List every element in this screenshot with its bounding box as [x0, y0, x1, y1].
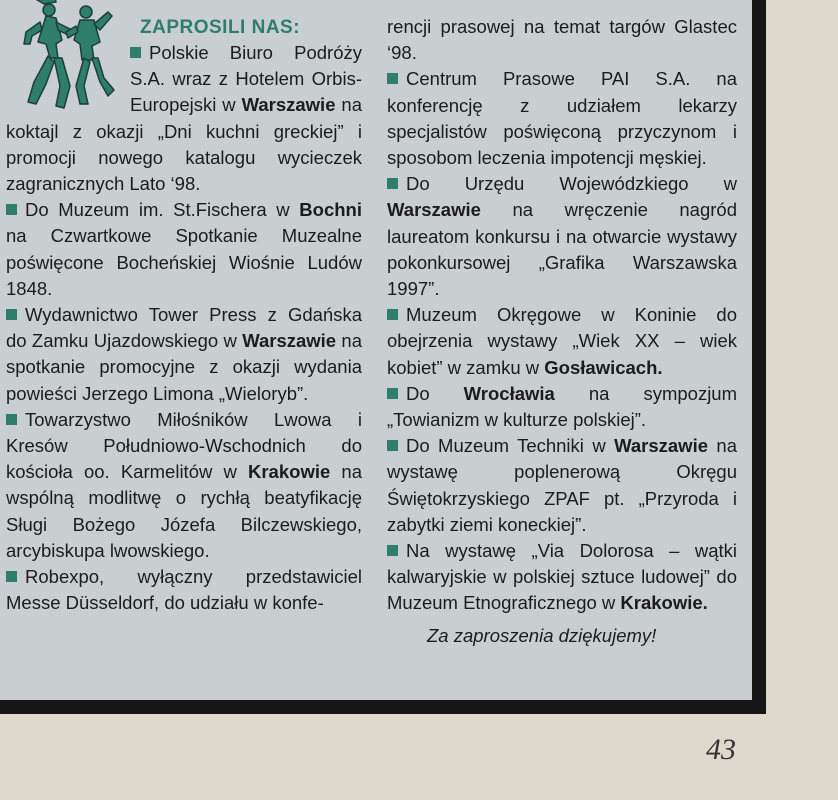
item-city: Gosławicach. [544, 356, 663, 378]
item-text: Muzeum Okręgowe w Koninie do obejrzenia wystawy „Wiek XX – wiek kobiet” w zamku w [387, 304, 737, 378]
square-bullet-icon [6, 204, 17, 215]
dancing-figures-icon [16, 0, 116, 114]
item-text-after: na koktajl z okazji „Dni kuchni greckiej” i promocji nowego katalogu wycieczek zagranicznych Lato ‘98. [6, 94, 362, 195]
square-bullet-icon [6, 414, 17, 425]
item-text: Na wystawę „Via Dolorosa – wątki kalwaryjskie w polskiej sztuce ludowej” do Muzeum Etnograficznego w [387, 540, 737, 614]
item-city: Bochni [299, 199, 362, 221]
left-item-list [6, 40, 362, 616]
item-text-after: na wystawę poplenerową Okręgu Świętokrzyskiego ZPAF pt. „Przyroda i zabytki ziemi koneckiej”. [387, 435, 738, 535]
list-item [387, 302, 737, 381]
list-item [387, 171, 737, 302]
square-bullet-icon [130, 47, 141, 58]
item-city: Wrocławia [463, 382, 555, 404]
item-city: Krakowie [248, 461, 331, 483]
item-text-after: na sympozjum „Towianizm w kulturze polskiej”. [387, 382, 737, 431]
item-text: Do Urzędu Wojewódzkiego w [406, 173, 737, 195]
item-text-after: na Czwartkowe Spotkanie Muzealne poświęcone Bocheńskiej Wiośnie Ludów 1848. [6, 225, 362, 299]
square-bullet-icon [387, 309, 398, 320]
list-item [6, 197, 362, 302]
item-text: Polskie Biuro Podróży S.A. wraz z Hotelem Orbis-Europejski w [130, 42, 362, 116]
right-column [387, 14, 737, 649]
list-item [6, 407, 362, 564]
item-text: Wydawnictwo Tower Press z Gdańska do Zamku Ujazdowskiego w [6, 304, 362, 352]
item-text: Robexpo, wyłączny przedstawiciel Messe Düsseldorf, do udziału w konfe- [6, 566, 362, 614]
item-text: Centrum Prasowe PAI S.A. na konferencję z udziałem lekarzy specjalistów poświęconą przyczynom i sposobom leczenia impotencji męskiej. [387, 68, 737, 169]
list-item [387, 433, 737, 538]
square-bullet-icon [387, 545, 398, 556]
list-item [387, 66, 737, 171]
square-bullet-icon [387, 388, 398, 399]
item-text: Do Muzeum im. St.Fischera w [25, 199, 300, 221]
right-item-list [387, 66, 737, 616]
square-bullet-icon [6, 309, 17, 320]
thanks-note: Za zaproszenia dziękujemy! [427, 624, 657, 646]
square-bullet-icon [387, 73, 398, 84]
square-bullet-icon [387, 178, 398, 189]
item-city: Warszawie [614, 435, 709, 457]
item-text: Do [406, 382, 464, 404]
item-text: Towarzystwo Miłośników Lwowa i Kresów Południowo-Wschodnich do kościoła oo. Karmelitów w [6, 408, 362, 483]
item-text: Do Muzeum Techniki w [406, 435, 615, 457]
list-item [387, 538, 737, 617]
item-text-after: na spotkanie promocyjne z okazji wydania powieści Jerzego Limona „Wieloryb”. [6, 330, 363, 404]
left-column [6, 14, 362, 616]
item-text-after: na wręczenie nagród laureatom konkursu i na otwarcie wystawy pokonkursowej „Grafika Warszawska 1997”. [387, 199, 737, 300]
square-bullet-icon [387, 440, 398, 451]
item-city: Warszawie [241, 94, 336, 116]
list-item [6, 564, 362, 616]
page-number: 43 [706, 733, 736, 766]
list-item [387, 381, 737, 433]
list-item [6, 302, 362, 407]
section-heading: ZAPROSILI NAS: [140, 17, 301, 38]
item-city: Krakowie. [620, 592, 708, 614]
item-city: Warszawie [387, 199, 481, 221]
square-bullet-icon [6, 571, 17, 582]
item-text-after: na wspólną modlitwę o rychłą beatyfikację Sługi Bożego Józefa Bilczewskiego, arcybiskupa lwowskiego. [6, 461, 362, 561]
continuation-text: rencji prasowej na temat targów Glastec ‘98. [387, 16, 737, 64]
item-city: Warszawie [242, 330, 337, 352]
